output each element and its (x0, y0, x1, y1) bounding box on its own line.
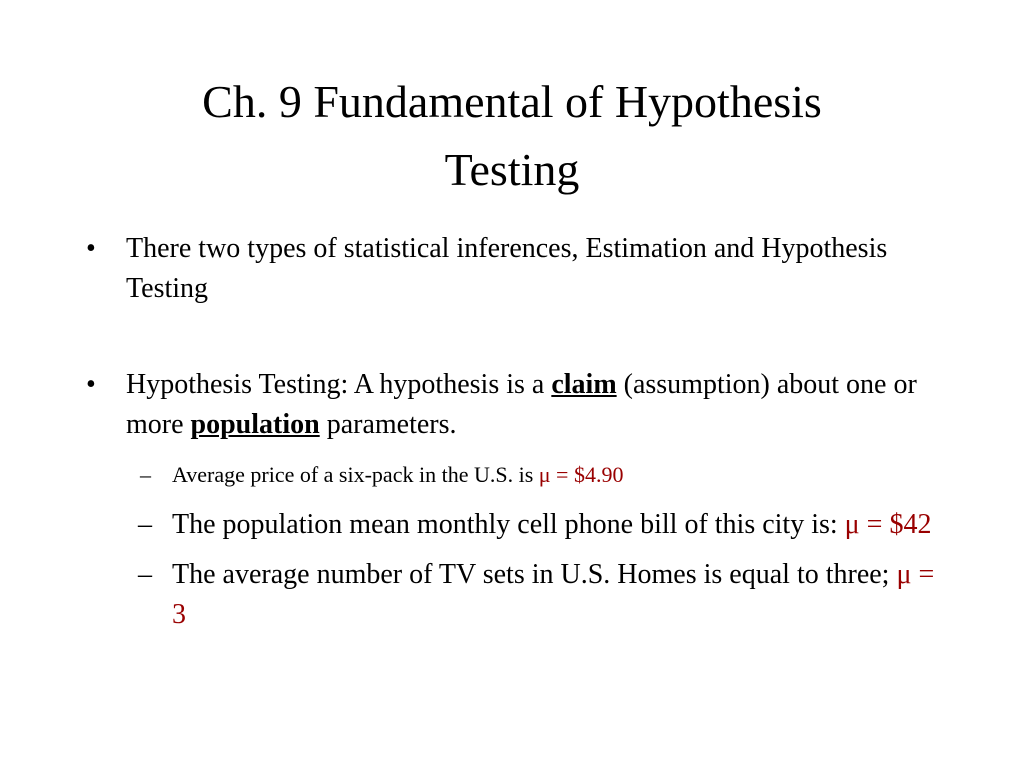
mu-equation: μ = $4.90 (538, 462, 624, 487)
bullet-hypothesis-definition (82, 365, 942, 445)
slide-body (82, 229, 942, 645)
mu-equation: μ = $42 (844, 509, 932, 540)
sub-bullet-phone-bill (82, 505, 942, 545)
population-emphasis: population (190, 409, 320, 440)
bullet-text-start: Hypothesis Testing: A hypothesis is a (126, 369, 552, 400)
sub-bullet-text: The average number of TV sets in U.S. Homes is equal to three; (172, 559, 897, 590)
slide-title (60, 68, 964, 204)
slide-title-line-2: Testing (444, 144, 580, 195)
bullet-text: There two types of statistical inferences, Estimation and Hypothesis Testing (126, 233, 888, 304)
sub-bullet-tv-sets (82, 555, 942, 635)
sub-bullet-six-pack-price (82, 459, 942, 491)
slide-title-line-1: Ch. 9 Fundamental of Hypothesis (202, 76, 822, 127)
bullet-marker: • (86, 233, 96, 264)
mu-equation: μ = 3 (172, 559, 935, 630)
bullet-marker: • (86, 369, 96, 400)
sub-bullet-text: The population mean monthly cell phone bill of this city is: (172, 509, 845, 540)
dash-marker: – (140, 462, 151, 487)
claim-emphasis: claim (551, 369, 617, 400)
sub-bullet-text: Average price of a six-pack in the U.S. is (172, 462, 539, 487)
bullet-inference-types (82, 229, 942, 309)
dash-marker: – (138, 509, 152, 540)
bullet-text-end: parameters. (319, 409, 457, 440)
dash-marker: – (138, 559, 152, 590)
bullet-text-middle: (assumption) about one or more (126, 369, 917, 440)
